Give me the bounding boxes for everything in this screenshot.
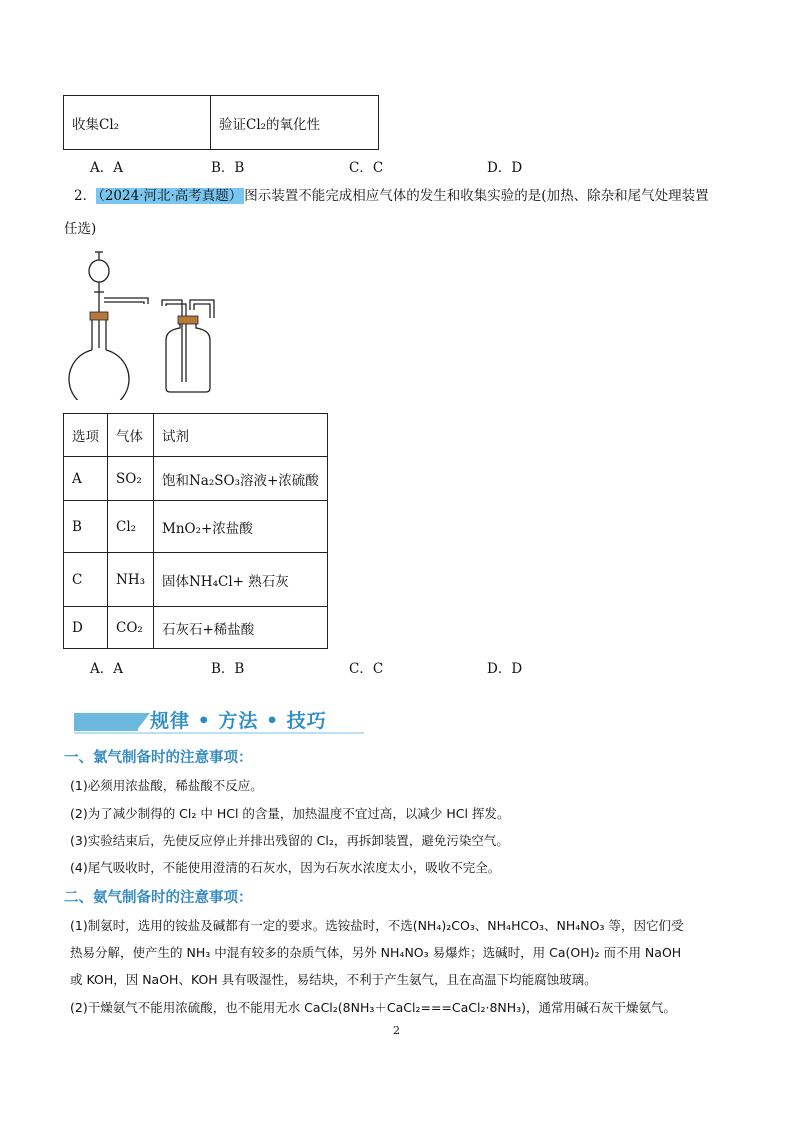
q1-table [63,95,379,150]
q2-text-1: 图示装置不能完成相应气体的发生和收集实验的是(加热、除杂和尾气处理装置 [244,188,709,204]
q1-cell-verify: 验证Cl₂的氧化性 [211,96,379,150]
q2-number: 2． [74,188,97,204]
section1-heading: 一、氯气制备时的注意事项： [64,750,253,766]
cell-gas: NH₃ [108,553,154,607]
table-row [64,501,328,553]
table-row [64,553,328,607]
stopper-2 [178,316,198,324]
q2-option-b[interactable]: B．B [211,661,245,677]
cell-reagent: 石灰石+稀盐酸 [154,607,328,649]
section-banner [74,706,364,734]
table-row [64,414,328,457]
q1-cell-collect: 收集Cl₂ [64,96,211,150]
section2-heading: 二、氨气制备时的注意事项： [64,890,253,906]
header-gas: 气体 [108,414,154,457]
q2-stem-line1 [74,186,709,206]
table-row [64,607,328,649]
section2-item-1: (1)制氨时，选用的铵盐及碱都有一定的要求。选铵盐时，不选(NH₄)₂CO₃、NH₄HCO₃、NH₄NO₃ 等，因它们受 [70,918,684,933]
q2-option-d[interactable]: D．D [487,661,523,677]
cell-reagent: 固体NH₄Cl+ 熟石灰 [154,553,328,607]
q2-option-c[interactable]: C．C [349,661,384,677]
flask-apparatus [69,252,148,400]
cell-gas: Cl₂ [108,501,154,553]
table-row [64,457,328,501]
cell-gas: SO₂ [108,457,154,501]
cell-option: B [64,501,108,553]
section1-item-2: (2)为了减少制得的 Cl₂ 中 HCl 的含量，加热温度不宜过高，以减少 HCl 挥发。 [70,806,510,821]
cell-option: A [64,457,108,501]
section2-item-2: (2)干燥氨气不能用浓硫酸，也不能用无水 CaCl₂(8NH₃＋CaCl₂===CaCl₂·8NH₃)，通常用碱石灰干燥氨气。 [70,1000,677,1015]
section-banner-title: 规律 • 方法 • 技巧 [150,710,327,732]
q2-stem-line2: 任选) [64,221,97,237]
section2-item-1-cont-b: 或 KOH，因 NaOH、KOH 具有吸湿性，易结块，不利于产生氨气，且在高温下均能腐蚀玻璃。 [70,972,597,987]
cell-option: D [64,607,108,649]
q2-option-a[interactable]: A．A [90,661,123,677]
section2-item-1-cont-a: 热易分解，使产生的 NH₃ 中混有较多的杂质气体，另外 NH₄NO₃ 易爆炸；选碱时，用 Ca(OH)₂ 而不用 NaOH [70,945,682,960]
gas-bottle [162,300,214,392]
cell-gas: CO₂ [108,607,154,649]
q1-option-a[interactable]: A．A [90,160,123,176]
cell-reagent: MnO₂+浓盐酸 [154,501,328,553]
q2-table [63,413,328,649]
header-option: 选项 [64,414,108,457]
stopper-1 [90,312,108,320]
section1-item-4: (4)尾气吸收时，不能使用澄清的石灰水，因为石灰水浓度太小，吸收不完全。 [70,860,501,875]
q2-source-tag: （2024·河北·高考真题） [98,188,243,204]
page-number: 2 [393,1024,400,1037]
cell-reagent: 饱和Na₂SO₃溶液+浓硫酸 [154,457,328,501]
q1-option-d[interactable]: D．D [487,160,523,176]
section1-item-1: (1)必须用浓盐酸，稀盐酸不反应。 [70,778,263,793]
q1-option-b[interactable]: B．B [211,160,245,176]
q1-option-c[interactable]: C．C [349,160,384,176]
header-reagent: 试剂 [154,414,328,457]
apparatus-figure [66,248,236,400]
cell-option: C [64,553,108,607]
section1-item-3: (3)实验结束后，先使反应停止并排出残留的 Cl₂，再拆卸装置，避免污染空气。 [70,833,509,848]
